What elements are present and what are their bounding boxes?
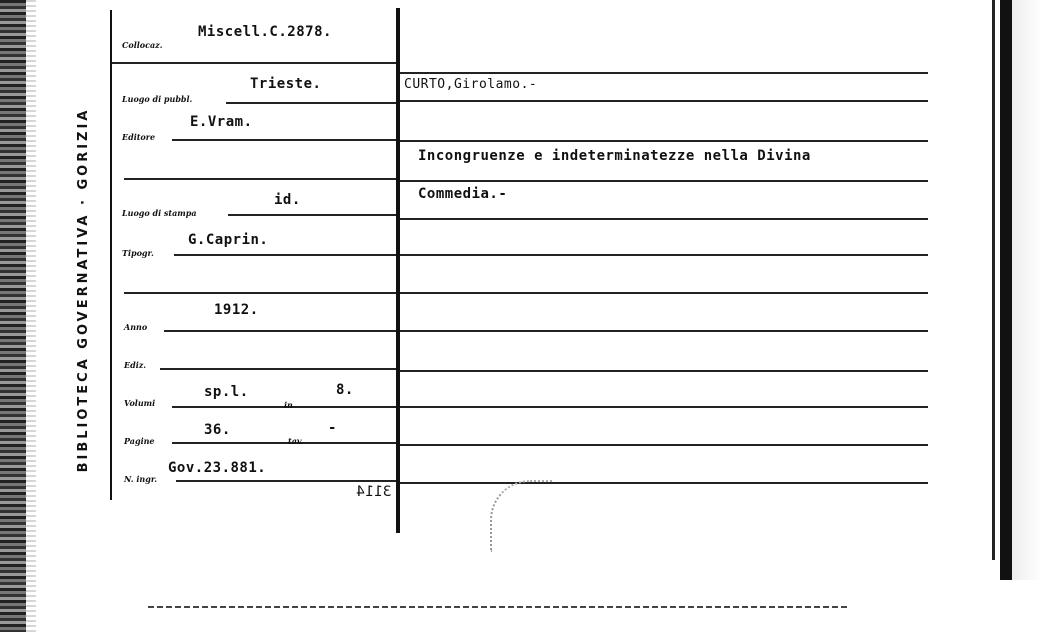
rule xyxy=(124,292,396,294)
rule xyxy=(228,214,396,216)
rule xyxy=(400,292,928,294)
rule xyxy=(172,139,396,141)
volumi-label: Volumi xyxy=(124,398,156,408)
pagine-label: Pagine xyxy=(124,436,155,446)
volumi-in-label: in xyxy=(284,400,293,410)
rule xyxy=(164,330,396,332)
rule xyxy=(226,102,396,104)
luogo-pubbl-label: Luogo di pubbl. xyxy=(122,94,193,104)
rule xyxy=(124,178,396,180)
rule xyxy=(160,368,396,370)
rule xyxy=(400,482,928,484)
collocazione-value: Miscell.C.2878. xyxy=(198,24,332,40)
pagine-value: 36. xyxy=(204,422,231,438)
editore-label: Editore xyxy=(122,132,156,142)
rule xyxy=(400,406,928,408)
anno-label: Anno xyxy=(124,322,148,332)
tipogr-value: G.Caprin. xyxy=(188,232,269,248)
title-line-1: Incongruenze e indeterminatezze nella Divina xyxy=(418,148,811,164)
tipogr-label: Tipogr. xyxy=(122,248,154,258)
rule xyxy=(400,370,928,372)
volumi-in-value: 8. xyxy=(336,382,354,398)
anno-value: 1912. xyxy=(214,302,259,318)
scan-artifact-line xyxy=(148,606,848,608)
rule xyxy=(112,62,396,64)
rule xyxy=(400,330,928,332)
center-rule xyxy=(396,8,400,533)
page-margin xyxy=(1012,0,1043,580)
n-ingr-value: Gov.23.881. xyxy=(168,460,267,476)
author-heading: CURTO,Girolamo.- xyxy=(404,77,538,92)
rule xyxy=(400,254,928,256)
book-spine-edge xyxy=(0,0,26,632)
volumi-value: sp.l. xyxy=(204,384,249,400)
rule xyxy=(174,254,396,256)
title-line-2: Commedia.- xyxy=(418,186,508,202)
rule xyxy=(400,180,928,182)
rule xyxy=(400,218,928,220)
tav-label: tav. xyxy=(288,436,304,446)
left-rule xyxy=(110,10,112,500)
collocazione-label: Collocaz. xyxy=(122,40,163,50)
rule xyxy=(400,72,928,74)
n-ingr-label: N. ingr. xyxy=(124,474,158,484)
rule xyxy=(176,480,396,482)
card-right-edge xyxy=(1000,0,1012,580)
editore-value: E.Vram. xyxy=(190,114,253,130)
luogo-stampa-value: id. xyxy=(274,192,301,208)
spine-shadow xyxy=(26,0,36,632)
rule xyxy=(400,100,928,102)
library-stamp-vertical: BIBLIOTECA GOVERNATIVA · GORIZIA xyxy=(76,107,91,473)
handwritten-number: 3114 xyxy=(356,484,392,500)
rule xyxy=(400,444,928,446)
rule xyxy=(172,442,396,444)
luogo-stampa-label: Luogo di stampa xyxy=(122,208,197,218)
ediz-label: Ediz. xyxy=(124,360,147,370)
tav-value: - xyxy=(328,420,337,436)
luogo-pubbl-value: Trieste. xyxy=(250,76,322,92)
rule xyxy=(400,140,928,142)
